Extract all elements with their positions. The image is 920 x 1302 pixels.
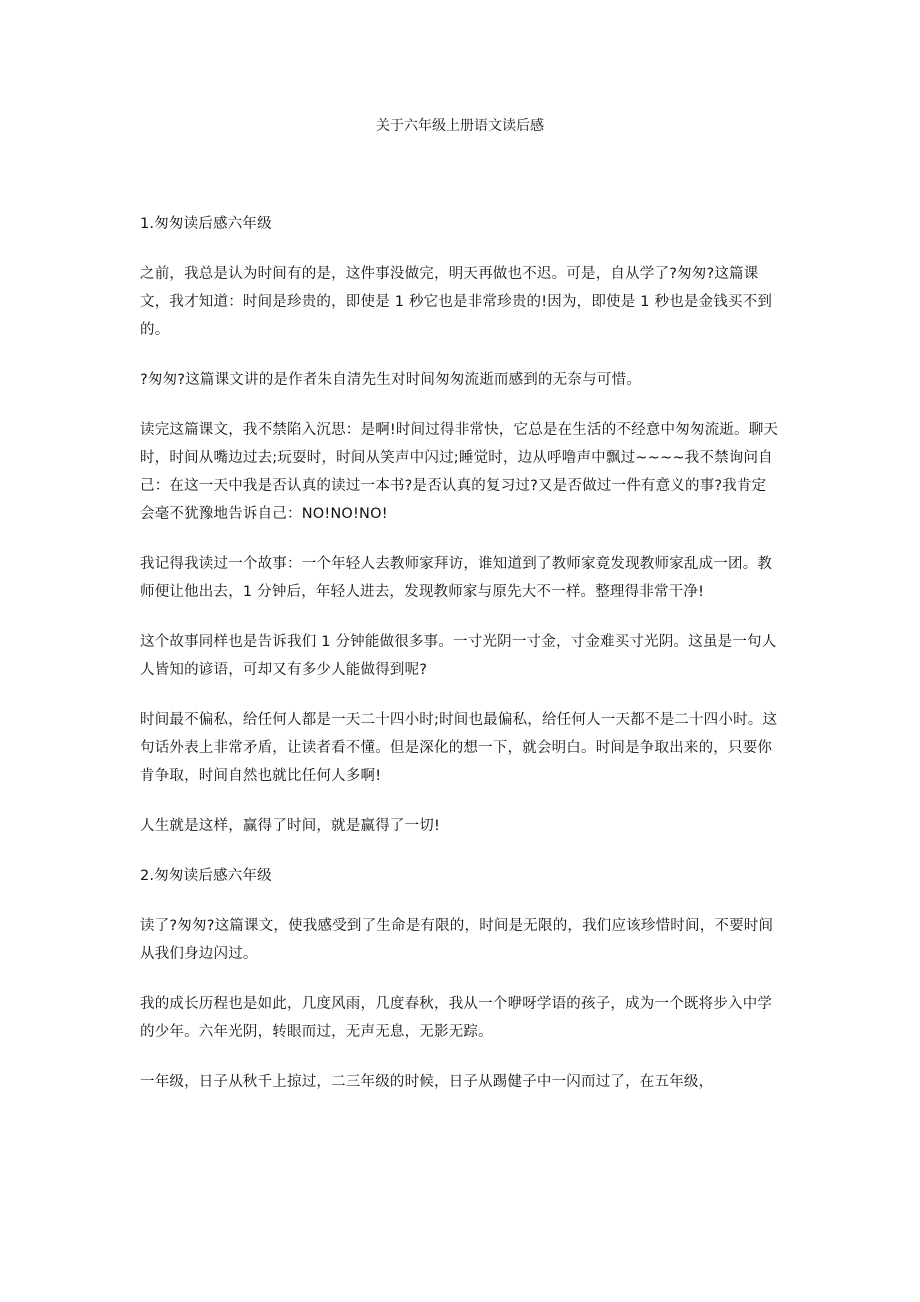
paragraph: 人生就是这样，赢得了时间，就是赢得了一切! <box>140 818 441 834</box>
paragraph: 之前，我总是认为时间有的是，这件事没做完，明天再做也不迟。可是，自从学了?匆匆?这篇课文，我才知道：时间是珍贵的，即使是 1 秒它也是非常珍贵的!因为，即使是 1 秒也是金钱买不到的。 <box>140 266 773 338</box>
paragraph: 时间最不偏私，给任何人都是一天二十四小时;时间也最偏私，给任何人一天都不是二十四小时。这句话外表上非常矛盾，让读者看不懂。但是深化的想一下，就会明白。时间是争取出来的，只要你肯争取，时间自然也就比任何人多啊! <box>140 712 778 784</box>
document-title: 关于六年级上册语文读后感 <box>376 118 544 134</box>
paragraph: ?匆匆?这篇课文讲的是作者朱自清先生对时间匆匆流逝而感到的无奈与可惜。 <box>140 372 641 388</box>
paragraph: 读了?匆匆?这篇课文，使我感受到了生命是有限的，时间是无限的，我们应该珍惜时间，不要时间从我们身边闪过。 <box>140 918 774 962</box>
paragraph: 一年级，日子从秋千上掠过，二三年级的时候，日子从踢健子中一闪而过了，在五年级， <box>140 1074 714 1090</box>
document-body <box>140 210 780 1118</box>
section-heading: 1.匆匆读后感六年级 <box>140 216 272 232</box>
paragraph: 我的成长历程也是如此，几度风雨，几度春秋，我从一个咿呀学语的孩子，成为一个既将步入中学的少年。六年光阴，转眼而过，无声无息，无影无踪。 <box>140 996 773 1040</box>
paragraph: 我记得我读过一个故事：一个年轻人去教师家拜访，谁知道到了教师家竟发现教师家乱成一团。教师便让他出去，1 分钟后，年轻人进去，发现教师家与原先大不一样。整理得非常干净! <box>140 556 773 600</box>
paragraph: 这个故事同样也是告诉我们 1 分钟能做很多事。一寸光阴一寸金，寸金难买寸光阴。这虽是一句人人皆知的谚语，可却又有多少人能做得到呢? <box>140 634 777 678</box>
section-heading: 2.匆匆读后感六年级 <box>140 868 272 884</box>
paragraph: 读完这篇课文，我不禁陷入沉思：是啊!时间过得非常快，它总是在生活的不经意中匆匆流逝。聊天时，时间从嘴边过去;玩耍时，时间从笑声中闪过;睡觉时，边从呼噜声中飘过~~~~我不禁询问自己：在这一天中我是否认真的读过一本书?是否认真的复习过?又是否做过一件有意义的事?我肯定会毫不犹豫地告诉自己：NO!NO!NO! <box>140 422 779 522</box>
